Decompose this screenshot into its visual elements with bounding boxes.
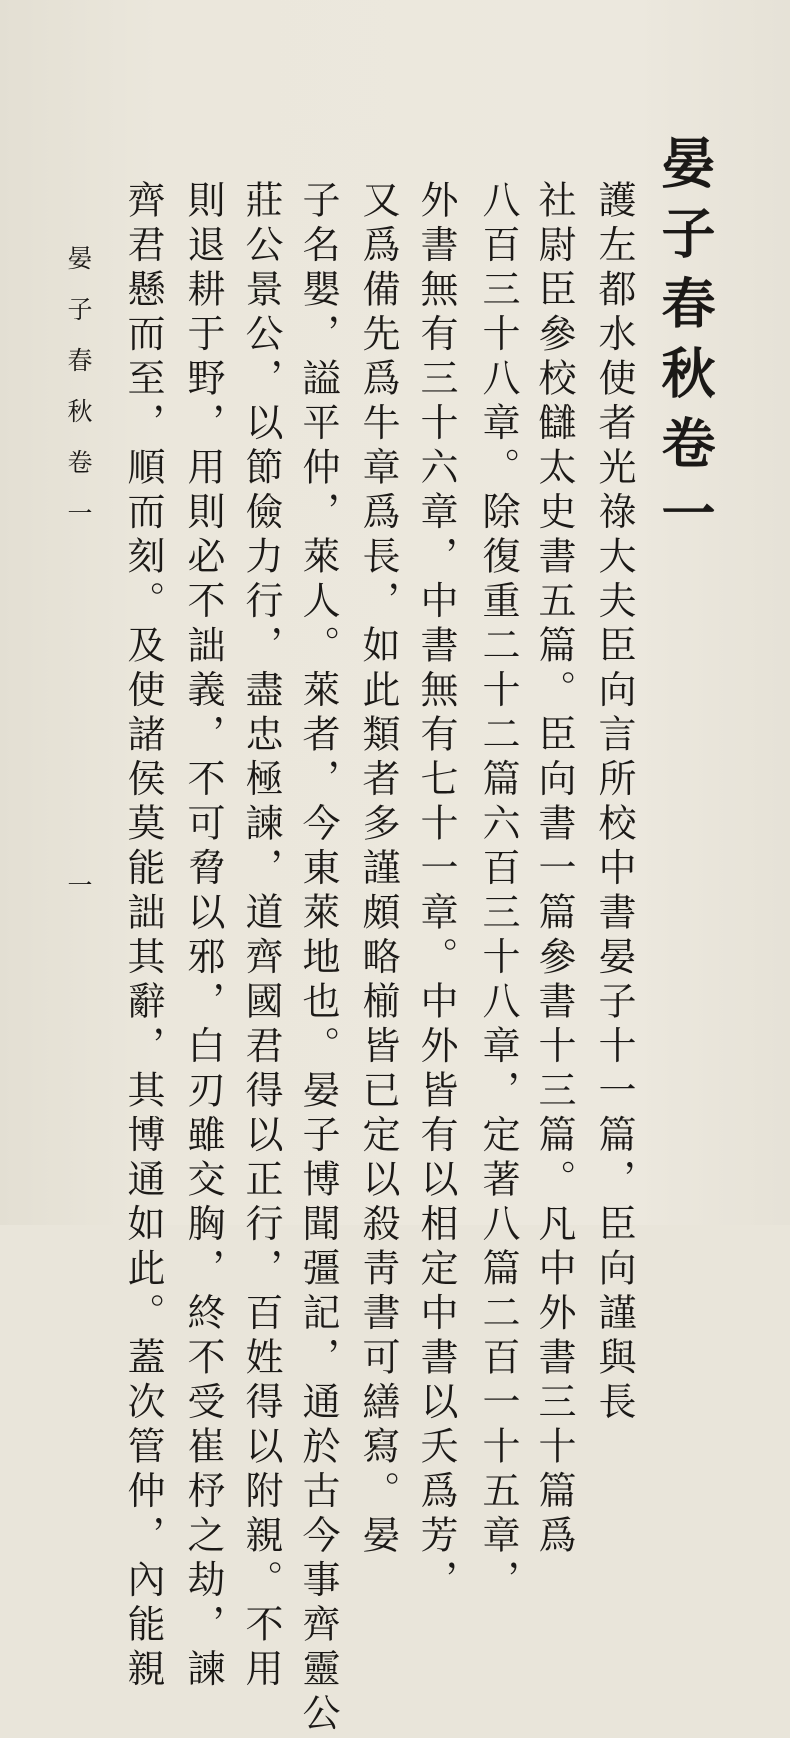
text-column-9: 齊君懸而至，順而刻。及使諸侯莫能詘其辭，其博通如此。蓋次管仲，內能親 [121, 180, 165, 1693]
text-column-7: 莊公景公，以節儉力行，盡忠極諫，道齊國君得以正行，百姓得以附親。不用 [239, 180, 283, 1693]
text-column-6: 子名嬰，謚平仲，萊人。萊者，今東萊地也。晏子博聞彊記，通於古今事齊靈公 [296, 180, 340, 1738]
running-title [60, 245, 96, 551]
text-column-4: 外書無有三十六章，中書無有七十一章。中外皆有以相定中書以夭爲芳， [414, 180, 458, 1604]
text-column-3: 八百三十八章。除復重二十二篇六百三十八章，定著八篇二百一十五章， [476, 180, 520, 1604]
text-column-1: 護左都水使者光祿大夫臣向言所校中書晏子十一篇，臣向謹與長 [592, 180, 636, 1426]
text-column-5: 又爲備先爲牛章爲長，如此類者多謹頗略椾皆已定以殺靑書可繕寫。晏 [356, 180, 400, 1560]
volume-title: 晏子春秋卷一 [653, 135, 717, 555]
text-column-2: 社尉臣參校讎太史書五篇。臣向書一篇參書十三篇。凡中外書三十篇爲 [532, 180, 576, 1560]
text-column-8: 則退耕于野，用則必不詘義，不可脅以邪，白刃雖交胸，終不受崔杼之劫，諫 [181, 180, 225, 1693]
running-title-text: 晏子春秋 [64, 245, 93, 449]
page-number: 一 [64, 872, 93, 897]
volume-label: 卷一 [64, 449, 93, 551]
